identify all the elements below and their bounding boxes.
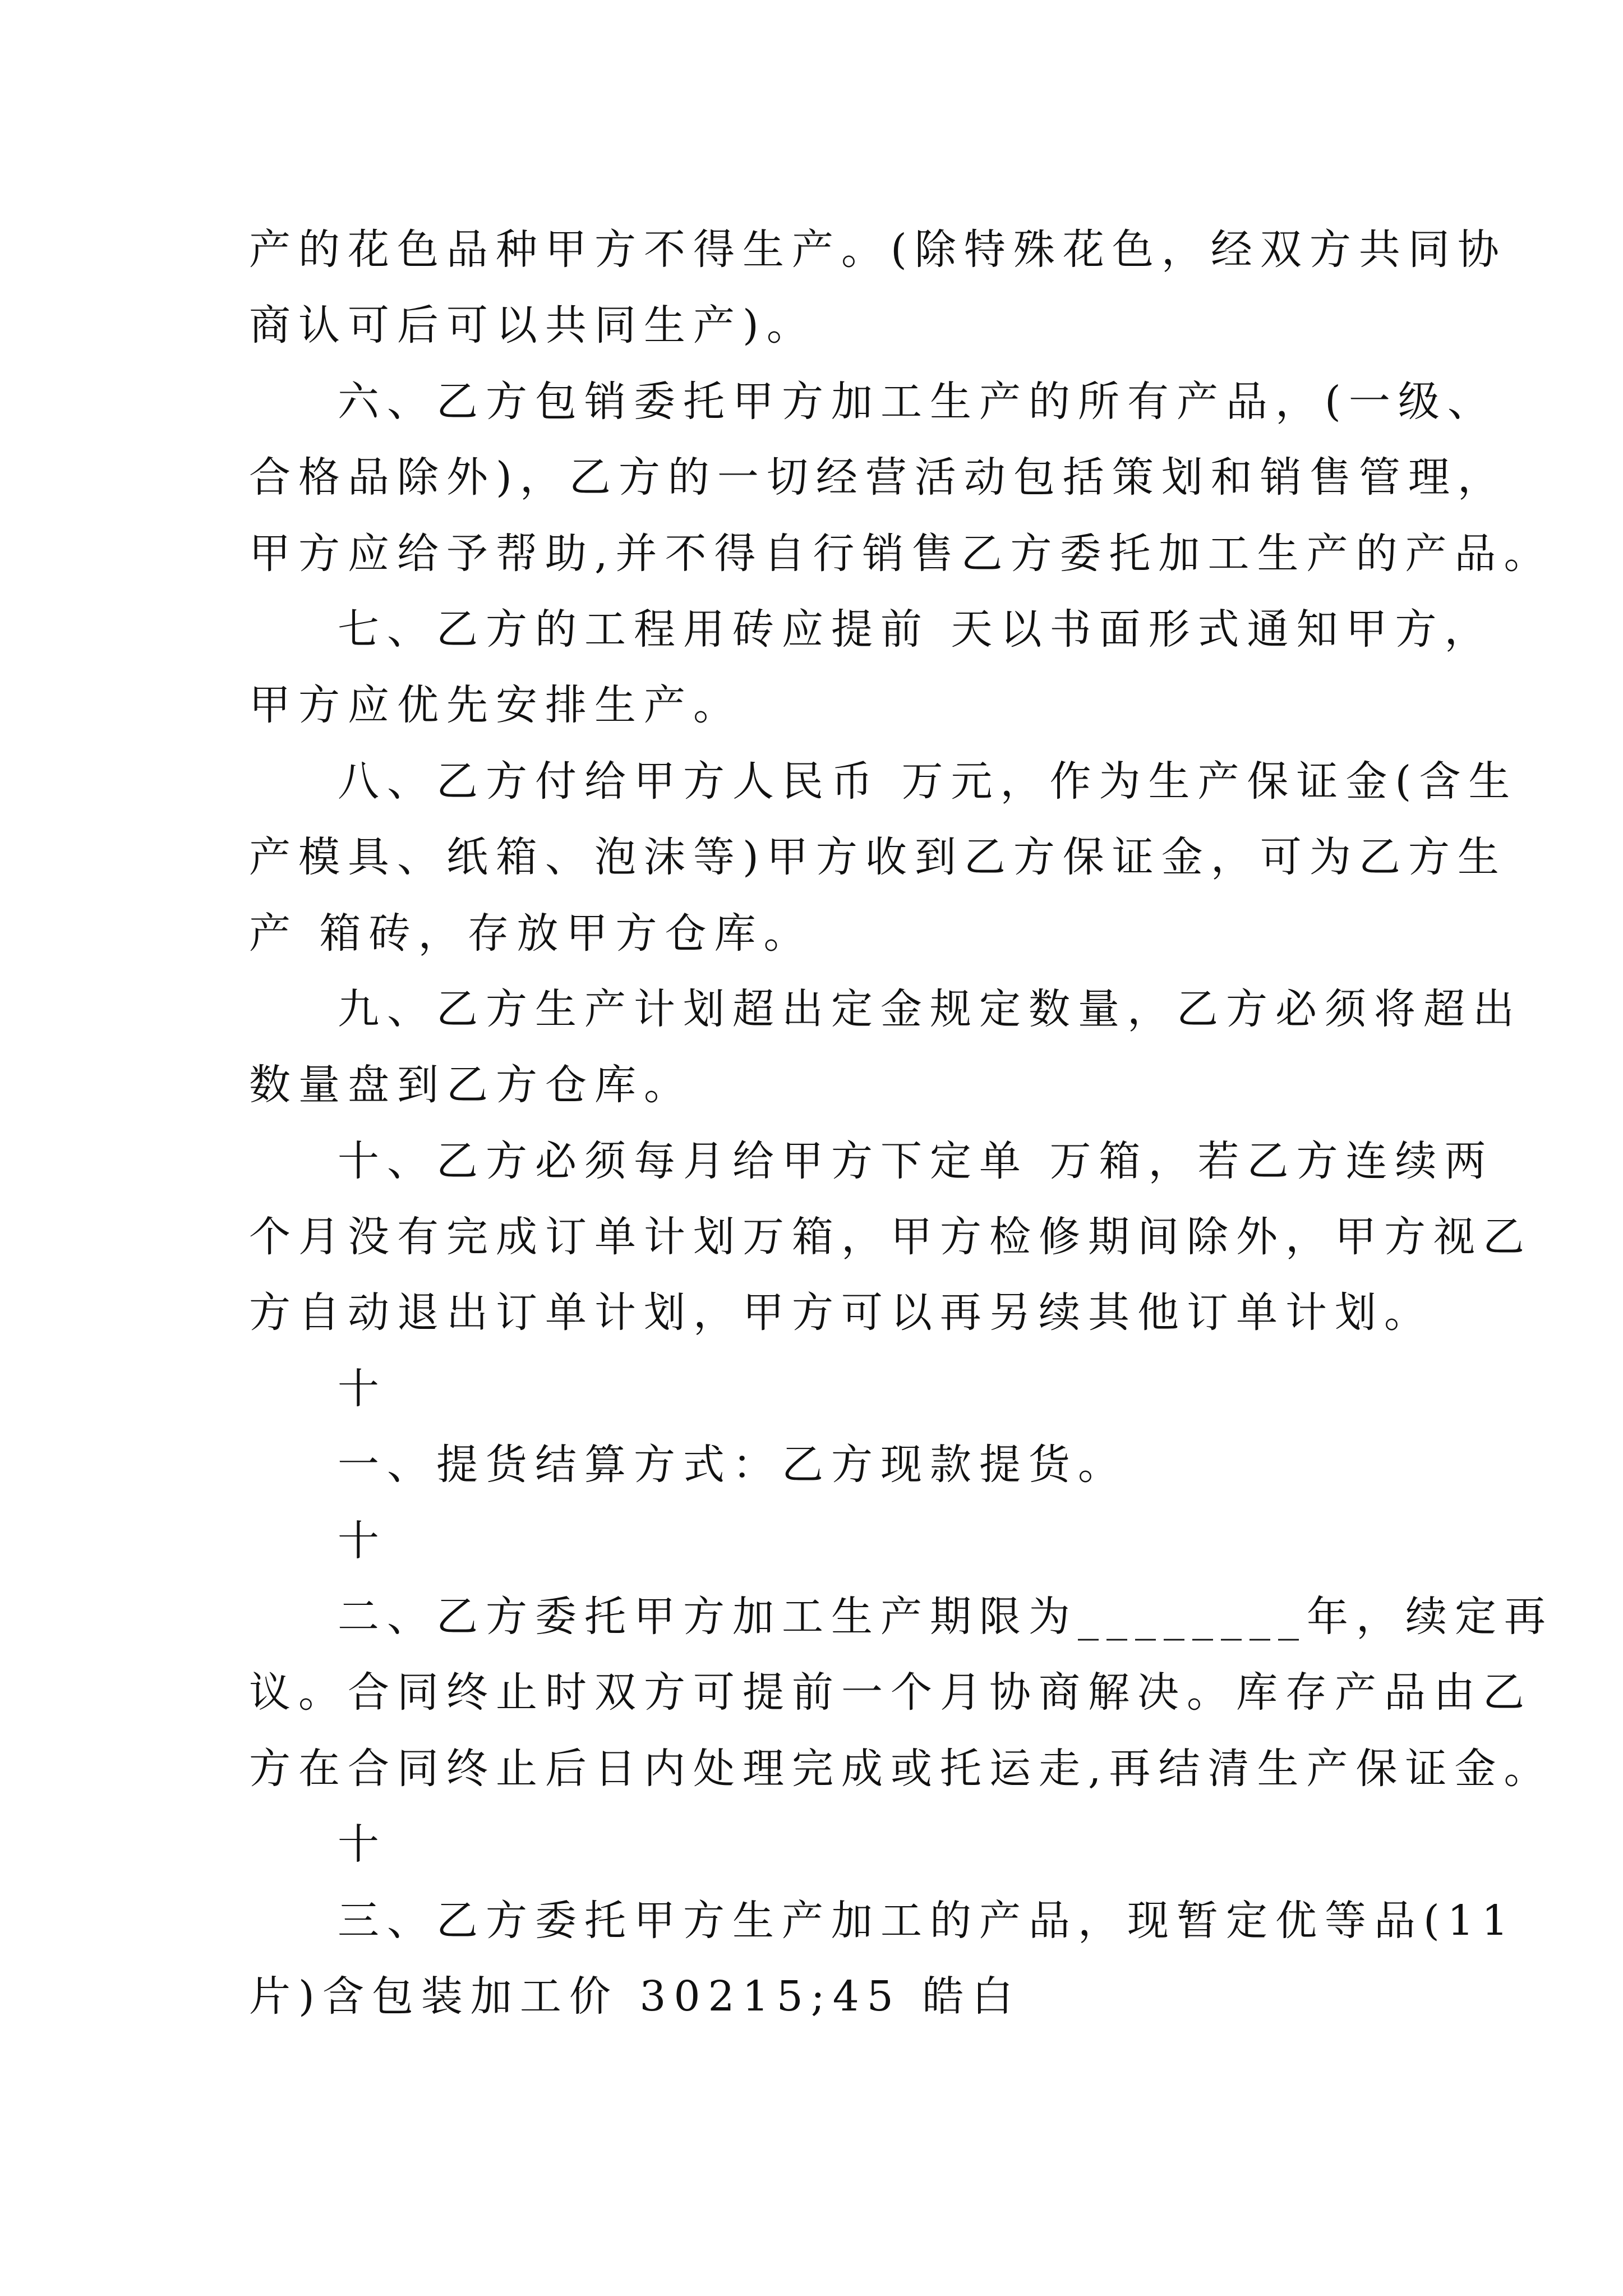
text-line: 产的花色品种甲方不得生产。(除特殊花色，经双方共同协 [249, 226, 1507, 274]
text-line: 八、乙方付给甲方人民币 万元，作为生产保证金(含生 [338, 757, 1518, 806]
text-line: 十、乙方必须每月给甲方下定单 万箱，若乙方连续两 [338, 1137, 1494, 1185]
text-line: 议。合同终止时双方可提前一个月协商解决。库存产品由乙 [249, 1668, 1532, 1717]
text-line: 商认可后可以共同生产)。 [249, 301, 816, 350]
text-line: 片)含包装加工价 30215;45 皓白 [249, 1972, 1021, 2021]
text-line: 产模具、纸箱、泡沫等)甲方收到乙方保证金，可为乙方生 [249, 833, 1507, 882]
text-line: 六、乙方包销委托甲方加工生产的所有产品，(一级、 [338, 377, 1497, 426]
text-line: 一、提货结算方式：乙方现款提货。 [338, 1441, 1127, 1489]
text-line: 三、乙方委托甲方生产加工的产品，现暂定优等品(11 [338, 1896, 1516, 1945]
text-line: 十 [338, 1820, 387, 1869]
text-line: 甲方应优先安排生产。 [249, 681, 743, 730]
text-line: 数量盘到乙方仓库。 [249, 1061, 693, 1110]
text-line: 个月没有完成订单计划万箱，甲方检修期间除外，甲方视乙 [249, 1213, 1532, 1262]
text-line: 方自动退出订单计划，甲方可以再另续其他订单计划。 [249, 1289, 1433, 1337]
text-line: 十 [338, 1516, 387, 1565]
text-line: 甲方应给予帮助,并不得自行销售乙方委托加工生产的产品。 [249, 529, 1553, 578]
text-line: 合格品除外)，乙方的一切经营活动包括策划和销售管理， [249, 453, 1507, 502]
text-line: 十 [338, 1364, 387, 1413]
text-line: 方在合同终止后日内处理完成或托运走,再结清生产保证金。 [249, 1744, 1553, 1793]
text-line: 九、乙方生产计划超出定金规定数量，乙方必须将超出 [338, 984, 1522, 1033]
document-body [249, 212, 1553, 2035]
text-line: 七、乙方的工程用砖应提前 天以书面形式通知甲方， [338, 605, 1494, 654]
text-line: 产 箱砖，存放甲方仓库。 [249, 909, 813, 958]
text-line: 二、乙方委托甲方加工生产期限为________年，续定再 [338, 1593, 1553, 1641]
